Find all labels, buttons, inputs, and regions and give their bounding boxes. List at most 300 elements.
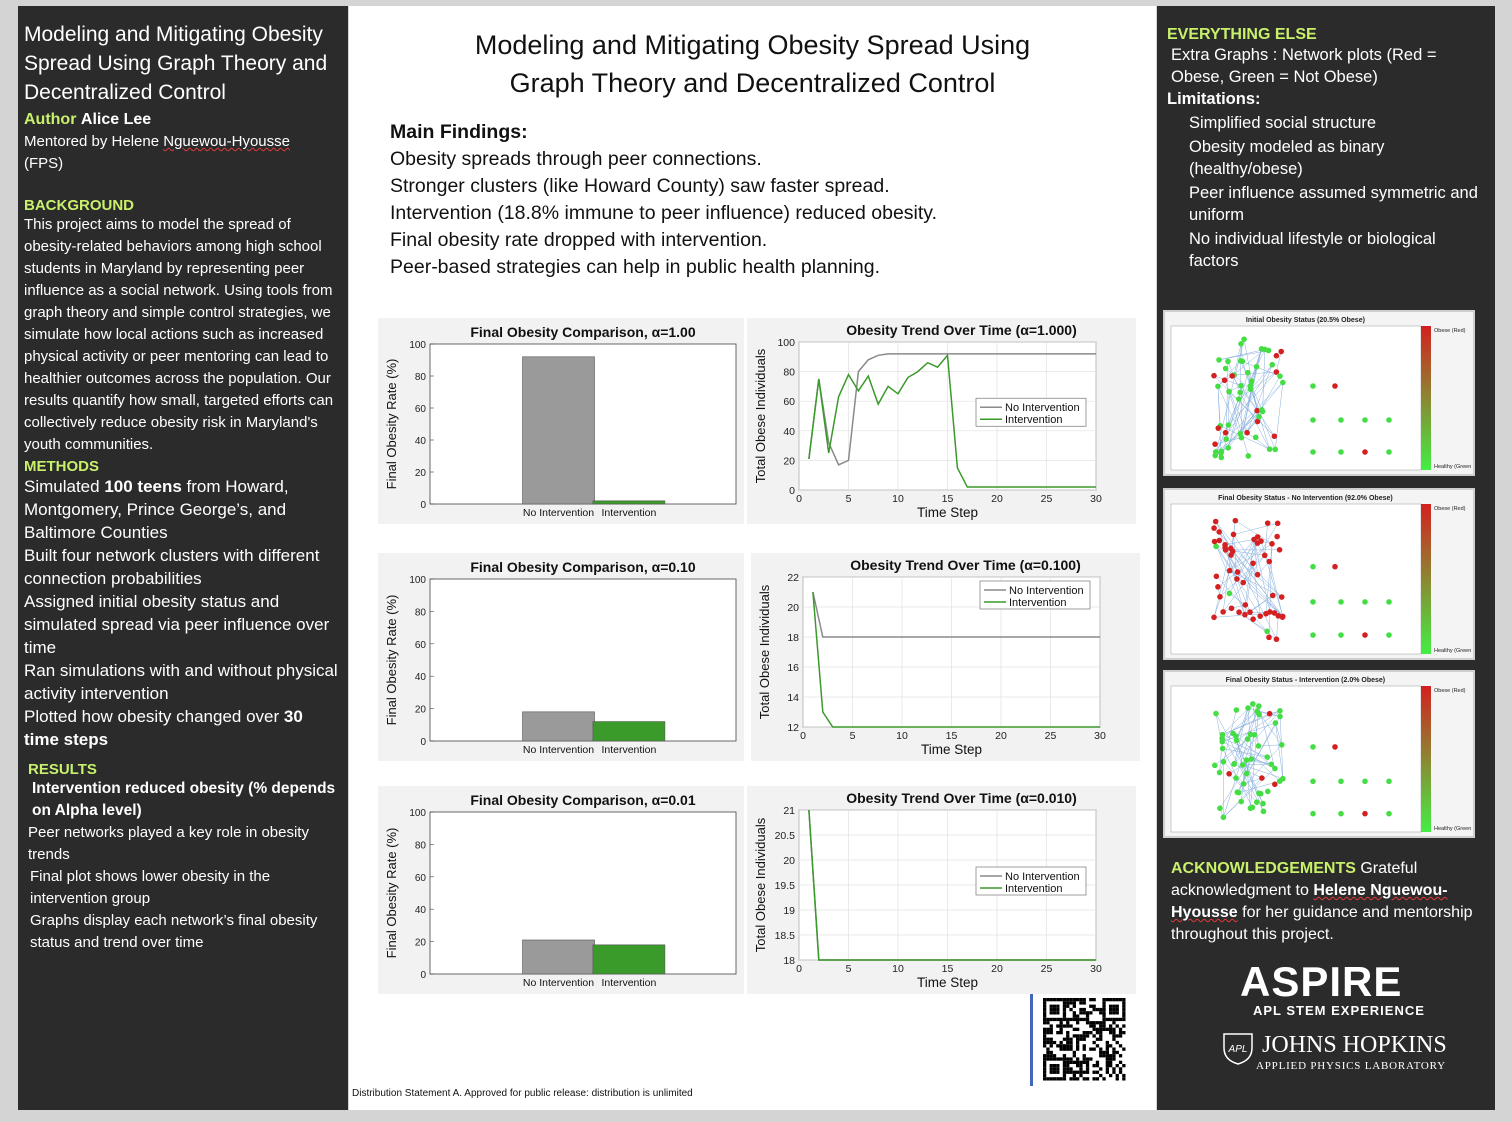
qr-module xyxy=(1099,1008,1102,1011)
qr-module xyxy=(1096,1071,1099,1074)
network-node xyxy=(1280,380,1286,386)
network-node xyxy=(1236,609,1242,615)
qr-module xyxy=(1086,1067,1089,1070)
qr-module xyxy=(1043,1041,1046,1044)
qr-module xyxy=(1109,1024,1112,1027)
network-node xyxy=(1267,711,1273,717)
qr-module xyxy=(1056,1008,1059,1011)
qr-module xyxy=(1102,1028,1105,1031)
qr-module xyxy=(1050,1044,1053,1047)
qr-code[interactable] xyxy=(1030,994,1137,1086)
acknowledgements: ACKNOWLEDGEMENTS Grateful acknowledgment to Helene Nguewou-Hyousse for her guidance and mentorship throughout this project. xyxy=(1171,860,1473,943)
network-node xyxy=(1266,635,1272,641)
network-node xyxy=(1277,714,1283,720)
network-node xyxy=(1261,809,1267,815)
qr-module xyxy=(1083,1054,1086,1057)
qr-module xyxy=(1102,1077,1105,1080)
qr-module xyxy=(1069,1008,1072,1011)
network-node xyxy=(1273,720,1279,726)
line-chart-alpha-0-1 xyxy=(751,553,1140,761)
qr-module xyxy=(1083,1048,1086,1051)
qr-module xyxy=(1119,1054,1122,1057)
legend-label: No Intervention xyxy=(1005,871,1080,883)
network-node xyxy=(1362,599,1368,605)
qr-module xyxy=(1112,1005,1115,1008)
network-node xyxy=(1236,396,1242,402)
qr-module xyxy=(1079,1061,1082,1064)
y-tick-label: 20 xyxy=(783,855,795,867)
qr-module xyxy=(1112,1021,1115,1024)
network-plot-no-intervention xyxy=(1163,488,1475,660)
qr-module xyxy=(1112,1051,1115,1054)
network-node xyxy=(1254,799,1260,805)
qr-module xyxy=(1073,1061,1076,1064)
y-tick-label: 80 xyxy=(414,840,426,852)
qr-module xyxy=(1046,1051,1049,1054)
qr-module xyxy=(1122,1015,1125,1018)
limitation-item: Simplified social structure xyxy=(1189,114,1377,132)
network-node xyxy=(1241,336,1247,342)
qr-module xyxy=(1112,1031,1115,1034)
qr-module xyxy=(1079,1074,1082,1077)
colorbar-bottom-label: Healthy (Green xyxy=(1434,826,1472,832)
qr-module xyxy=(1093,1071,1096,1074)
qr-module xyxy=(1079,1071,1082,1074)
network-node xyxy=(1265,789,1271,795)
legend-label: Intervention xyxy=(1009,597,1067,609)
network-node xyxy=(1234,789,1240,795)
qr-module xyxy=(1063,1008,1066,1011)
network-node xyxy=(1255,572,1261,578)
network-node xyxy=(1212,539,1218,545)
qr-module xyxy=(1112,1048,1115,1051)
network-node xyxy=(1280,614,1286,620)
qr-module xyxy=(1050,1067,1053,1070)
qr-module xyxy=(1060,1024,1063,1027)
y-tick-label: 60 xyxy=(414,639,426,651)
aspire-subtitle: APL STEM EXPERIENCE xyxy=(1253,1003,1425,1018)
network-node xyxy=(1272,766,1278,772)
qr-module xyxy=(1043,1074,1046,1077)
qr-module xyxy=(1119,1018,1122,1021)
y-tick-label: 20 xyxy=(787,602,799,614)
network-node xyxy=(1258,791,1264,797)
y-tick-label: 14 xyxy=(787,692,799,704)
network-node xyxy=(1227,568,1233,574)
network-node xyxy=(1272,781,1278,787)
qr-module xyxy=(1122,1001,1125,1004)
qr-module xyxy=(1112,1054,1115,1057)
qr-module xyxy=(1073,1074,1076,1077)
y-tick-label: 19.5 xyxy=(774,880,795,892)
qr-module xyxy=(1089,998,1092,1001)
qr-module xyxy=(1073,1077,1076,1080)
qr-module xyxy=(1079,1001,1082,1004)
qr-module xyxy=(1076,998,1079,1001)
qr-module xyxy=(1116,1074,1119,1077)
qr-module xyxy=(1066,1061,1069,1064)
author-name: Alice Lee xyxy=(80,111,152,128)
qr-module xyxy=(1083,998,1086,1001)
methods-item: Ran simulations with and without physical activity intervention xyxy=(24,661,338,703)
qr-module xyxy=(1086,1064,1089,1067)
colorbar-top-label: Obese (Red) xyxy=(1434,506,1466,512)
results-heading: RESULTS xyxy=(28,761,97,778)
qr-module xyxy=(1043,1008,1046,1011)
y-axis-label: Total Obese Individuals xyxy=(753,348,768,484)
qr-module xyxy=(1093,1024,1096,1027)
qr-module xyxy=(1116,1018,1119,1021)
network-node xyxy=(1212,453,1218,459)
network-node xyxy=(1272,610,1278,616)
qr-module xyxy=(1102,1011,1105,1014)
y-tick-label: 80 xyxy=(414,607,426,619)
x-tick-label: Intervention xyxy=(601,977,657,989)
qr-module xyxy=(1096,1044,1099,1047)
network-node xyxy=(1216,357,1222,363)
qr-module xyxy=(1046,1048,1049,1051)
qr-module xyxy=(1089,1024,1092,1027)
background-heading: BACKGROUND xyxy=(24,197,134,214)
qr-module xyxy=(1086,1061,1089,1064)
qr-module xyxy=(1046,998,1049,1001)
x-tick-label: 10 xyxy=(892,963,904,975)
qr-module xyxy=(1063,1067,1066,1070)
qr-module xyxy=(1109,1011,1112,1014)
qr-module xyxy=(1056,1067,1059,1070)
qr-module xyxy=(1076,1057,1079,1060)
qr-module xyxy=(1109,1028,1112,1031)
qr-module xyxy=(1069,1041,1072,1044)
qr-module xyxy=(1099,1067,1102,1070)
qr-module xyxy=(1122,1024,1125,1027)
bar-chart-alpha-0-01 xyxy=(378,786,744,994)
qr-module xyxy=(1079,1008,1082,1011)
network-node xyxy=(1252,732,1258,738)
bar-chart-alpha-1 xyxy=(378,318,744,524)
qr-module xyxy=(1056,1064,1059,1067)
network-node xyxy=(1249,756,1255,762)
qr-module xyxy=(1050,1057,1053,1060)
qr-module xyxy=(1043,1021,1046,1024)
colorbar-bottom-label: Healthy (Green xyxy=(1434,648,1472,654)
qr-module xyxy=(1069,1077,1072,1080)
qr-module xyxy=(1076,1048,1079,1051)
network-node xyxy=(1242,612,1248,618)
qr-module xyxy=(1053,1071,1056,1074)
x-tick-label: 30 xyxy=(1090,493,1102,505)
qr-module xyxy=(1069,1071,1072,1074)
qr-module xyxy=(1060,1077,1063,1080)
colorbar-top-label: Obese (Red) xyxy=(1434,688,1466,694)
network-node xyxy=(1211,525,1217,531)
network-node xyxy=(1250,560,1256,566)
qr-module xyxy=(1069,1001,1072,1004)
y-tick-label: 12 xyxy=(787,722,799,734)
network-node xyxy=(1239,435,1245,441)
qr-module xyxy=(1109,1061,1112,1064)
qr-module xyxy=(1106,1044,1109,1047)
qr-module xyxy=(1109,998,1112,1001)
qr-module xyxy=(1050,1011,1053,1014)
qr-module xyxy=(1116,1051,1119,1054)
qr-module xyxy=(1079,1011,1082,1014)
qr-module xyxy=(1086,1018,1089,1021)
qr-module xyxy=(1109,1074,1112,1077)
finding-item: Intervention (18.8% immune to peer influence) reduced obesity. xyxy=(390,202,938,224)
network-node xyxy=(1338,449,1344,455)
y-tick-label: 0 xyxy=(420,737,426,748)
qr-module xyxy=(1056,1018,1059,1021)
x-tick-label: 15 xyxy=(945,730,958,742)
results-item: Peer networks played a key role in obesity trends xyxy=(28,824,309,863)
qr-module xyxy=(1060,1048,1063,1051)
qr-module xyxy=(1056,1005,1059,1008)
y-tick-label: 20 xyxy=(783,455,795,468)
network-node xyxy=(1231,761,1237,767)
qr-module xyxy=(1106,1048,1109,1051)
qr-module xyxy=(1053,1064,1056,1067)
qr-module xyxy=(1116,1008,1119,1011)
qr-module xyxy=(1043,1044,1046,1047)
network-node xyxy=(1263,611,1269,617)
qr-module xyxy=(1066,1038,1069,1041)
qr-module xyxy=(1096,1077,1099,1080)
qr-module xyxy=(1099,1038,1102,1041)
network-title: Initial Obesity Status (20.5% Obese) xyxy=(1245,317,1365,324)
qr-module xyxy=(1060,1057,1063,1060)
qr-module xyxy=(1053,998,1056,1001)
qr-module xyxy=(1112,1034,1115,1037)
y-tick-label: 40 xyxy=(414,905,426,917)
qr-module xyxy=(1093,1008,1096,1011)
qr-module xyxy=(1112,1057,1115,1060)
network-node xyxy=(1310,779,1316,785)
network-node xyxy=(1219,739,1225,745)
y-tick-label: 19 xyxy=(783,905,795,917)
qr-module xyxy=(1043,1034,1046,1037)
qr-module xyxy=(1099,1048,1102,1051)
x-tick-label: 5 xyxy=(845,963,852,975)
network-node xyxy=(1225,445,1231,451)
network-node xyxy=(1386,417,1392,423)
qr-module xyxy=(1073,1054,1076,1057)
qr-module xyxy=(1116,998,1119,1001)
qr-module xyxy=(1096,1061,1099,1064)
network-node xyxy=(1338,632,1344,638)
y-tick-label: 100 xyxy=(409,575,426,586)
network-node xyxy=(1386,449,1392,455)
distribution-statement: Distribution Statement A. Approved for public release: distribution is unlimited xyxy=(352,1088,693,1099)
network-area xyxy=(1171,504,1421,654)
qr-module xyxy=(1093,998,1096,1001)
qr-module xyxy=(1093,1077,1096,1080)
network-node xyxy=(1264,628,1270,634)
qr-module xyxy=(1053,1057,1056,1060)
y-tick-label: 0 xyxy=(420,970,426,981)
chart-title: Final Obesity Comparison, α=1.00 xyxy=(470,324,696,340)
network-node xyxy=(1231,532,1237,538)
y-axis-label: Final Obesity Rate (%) xyxy=(384,827,399,959)
network-node xyxy=(1223,430,1229,436)
bar-chart-alpha-0-1 xyxy=(378,553,744,761)
network-node xyxy=(1212,441,1218,447)
qr-module xyxy=(1043,1067,1046,1070)
qr-module xyxy=(1099,1031,1102,1034)
qr-module xyxy=(1102,1005,1105,1008)
x-tick-label: 10 xyxy=(896,730,908,742)
network-node xyxy=(1270,593,1276,599)
network-node xyxy=(1246,453,1252,459)
network-node xyxy=(1256,743,1262,749)
network-node xyxy=(1234,576,1240,582)
qr-module xyxy=(1109,1054,1112,1057)
y-tick-label: 0 xyxy=(789,485,795,497)
network-node xyxy=(1229,373,1235,379)
qr-module xyxy=(1063,1064,1066,1067)
qr-module xyxy=(1046,1031,1049,1034)
qr-module xyxy=(1060,1031,1063,1034)
qr-module xyxy=(1069,1057,1072,1060)
network-node xyxy=(1245,370,1251,376)
qr-module xyxy=(1106,1028,1109,1031)
qr-module xyxy=(1112,1011,1115,1014)
qr-module xyxy=(1073,1028,1076,1031)
qr-module xyxy=(1116,1034,1119,1037)
qr-module xyxy=(1043,1038,1046,1041)
y-tick-label: 40 xyxy=(414,672,426,684)
qr-module xyxy=(1119,998,1122,1001)
qr-module xyxy=(1099,1074,1102,1077)
network-node xyxy=(1245,705,1251,711)
qr-module xyxy=(1063,1001,1066,1004)
qr-module xyxy=(1119,1034,1122,1037)
qr-module xyxy=(1109,1005,1112,1008)
limitation-item: Peer influence assumed symmetric and uniform xyxy=(1189,184,1478,224)
qr-module xyxy=(1063,1015,1066,1018)
qr-module xyxy=(1109,1031,1112,1034)
network-node xyxy=(1262,347,1268,353)
qr-module xyxy=(1083,1018,1086,1021)
network-node xyxy=(1275,521,1281,527)
qr-module xyxy=(1063,1044,1066,1047)
qr-module xyxy=(1106,1051,1109,1054)
x-tick-label: 0 xyxy=(796,963,802,975)
qr-module xyxy=(1073,1018,1076,1021)
finding-item: Peer-based strategies can help in public health planning. xyxy=(390,256,880,278)
network-node xyxy=(1254,408,1260,414)
network-node xyxy=(1223,436,1229,442)
network-node xyxy=(1310,632,1316,638)
qr-module xyxy=(1066,1005,1069,1008)
qr-module xyxy=(1116,1041,1119,1044)
network-node xyxy=(1222,377,1228,383)
qr-module xyxy=(1076,1015,1079,1018)
network-node xyxy=(1238,383,1244,389)
x-tick-label: 15 xyxy=(941,963,954,975)
qr-module xyxy=(1116,1005,1119,1008)
methods-item: Built four network clusters with different connection probabilities xyxy=(24,546,320,588)
network-node xyxy=(1254,364,1260,370)
main-findings xyxy=(390,119,937,281)
x-tick-label: 30 xyxy=(1090,963,1102,975)
chart-title: Obesity Trend Over Time (α=0.010) xyxy=(846,790,1077,806)
x-tick-label: 25 xyxy=(1044,730,1057,742)
network-node xyxy=(1279,742,1285,748)
qr-module xyxy=(1050,998,1053,1001)
bar xyxy=(523,712,595,741)
qr-module xyxy=(1043,1057,1046,1060)
network-node xyxy=(1244,771,1250,777)
network-node xyxy=(1226,389,1232,395)
network-node xyxy=(1332,564,1338,570)
bar xyxy=(593,501,665,504)
y-tick-label: 22 xyxy=(787,572,799,584)
qr-module xyxy=(1122,1005,1125,1008)
qr-module xyxy=(1096,1038,1099,1041)
methods-item: Simulated 100 teens from Howard, Montgomery, Prince George’s, and Baltimore Counties xyxy=(24,477,289,542)
results-item: Final plot shows lower obesity in the intervention group xyxy=(30,868,271,907)
qr-module xyxy=(1050,1071,1053,1074)
qr-module xyxy=(1050,1005,1053,1008)
network-node xyxy=(1240,762,1246,768)
qr-module xyxy=(1096,1008,1099,1011)
network-node xyxy=(1248,805,1254,811)
colorbar xyxy=(1421,326,1431,470)
network-node xyxy=(1211,615,1217,621)
qr-module xyxy=(1063,1018,1066,1021)
methods-item: Assigned initial obesity status and simulated spread via peer influence over time xyxy=(24,592,330,657)
qr-module xyxy=(1119,1044,1122,1047)
qr-module xyxy=(1112,1028,1115,1031)
qr-module xyxy=(1050,1077,1053,1080)
network-node xyxy=(1277,373,1283,379)
qr-module xyxy=(1109,1057,1112,1060)
legend-label: Intervention xyxy=(1005,414,1063,427)
network-node xyxy=(1228,552,1234,558)
qr-module xyxy=(1076,1038,1079,1041)
qr-module xyxy=(1069,1044,1072,1047)
y-tick-label: 100 xyxy=(409,340,426,351)
qr-module xyxy=(1060,1021,1063,1024)
network-node xyxy=(1310,564,1316,570)
qr-module xyxy=(1083,1044,1086,1047)
qr-module xyxy=(1063,1057,1066,1060)
qr-module xyxy=(1056,1071,1059,1074)
qr-module xyxy=(1076,1021,1079,1024)
qr-module xyxy=(1053,1005,1056,1008)
network-node xyxy=(1272,433,1278,439)
network-node xyxy=(1310,417,1316,423)
network-node xyxy=(1249,378,1255,384)
y-tick-label: 100 xyxy=(777,337,795,349)
qr-module xyxy=(1050,1008,1053,1011)
network-node xyxy=(1310,383,1316,389)
network-node xyxy=(1259,407,1265,413)
qr-module xyxy=(1043,1028,1046,1031)
qr-module xyxy=(1063,1005,1066,1008)
qr-module xyxy=(1122,1011,1125,1014)
qr-module xyxy=(1060,998,1063,1001)
qr-module xyxy=(1069,1067,1072,1070)
qr-module xyxy=(1099,1024,1102,1027)
x-tick-label: 0 xyxy=(800,730,806,742)
qr-module xyxy=(1086,1034,1089,1037)
everything-else-heading: EVERYTHING ELSE xyxy=(1167,26,1317,43)
qr-module xyxy=(1079,998,1082,1001)
network-node xyxy=(1310,811,1316,817)
qr-module xyxy=(1076,1018,1079,1021)
